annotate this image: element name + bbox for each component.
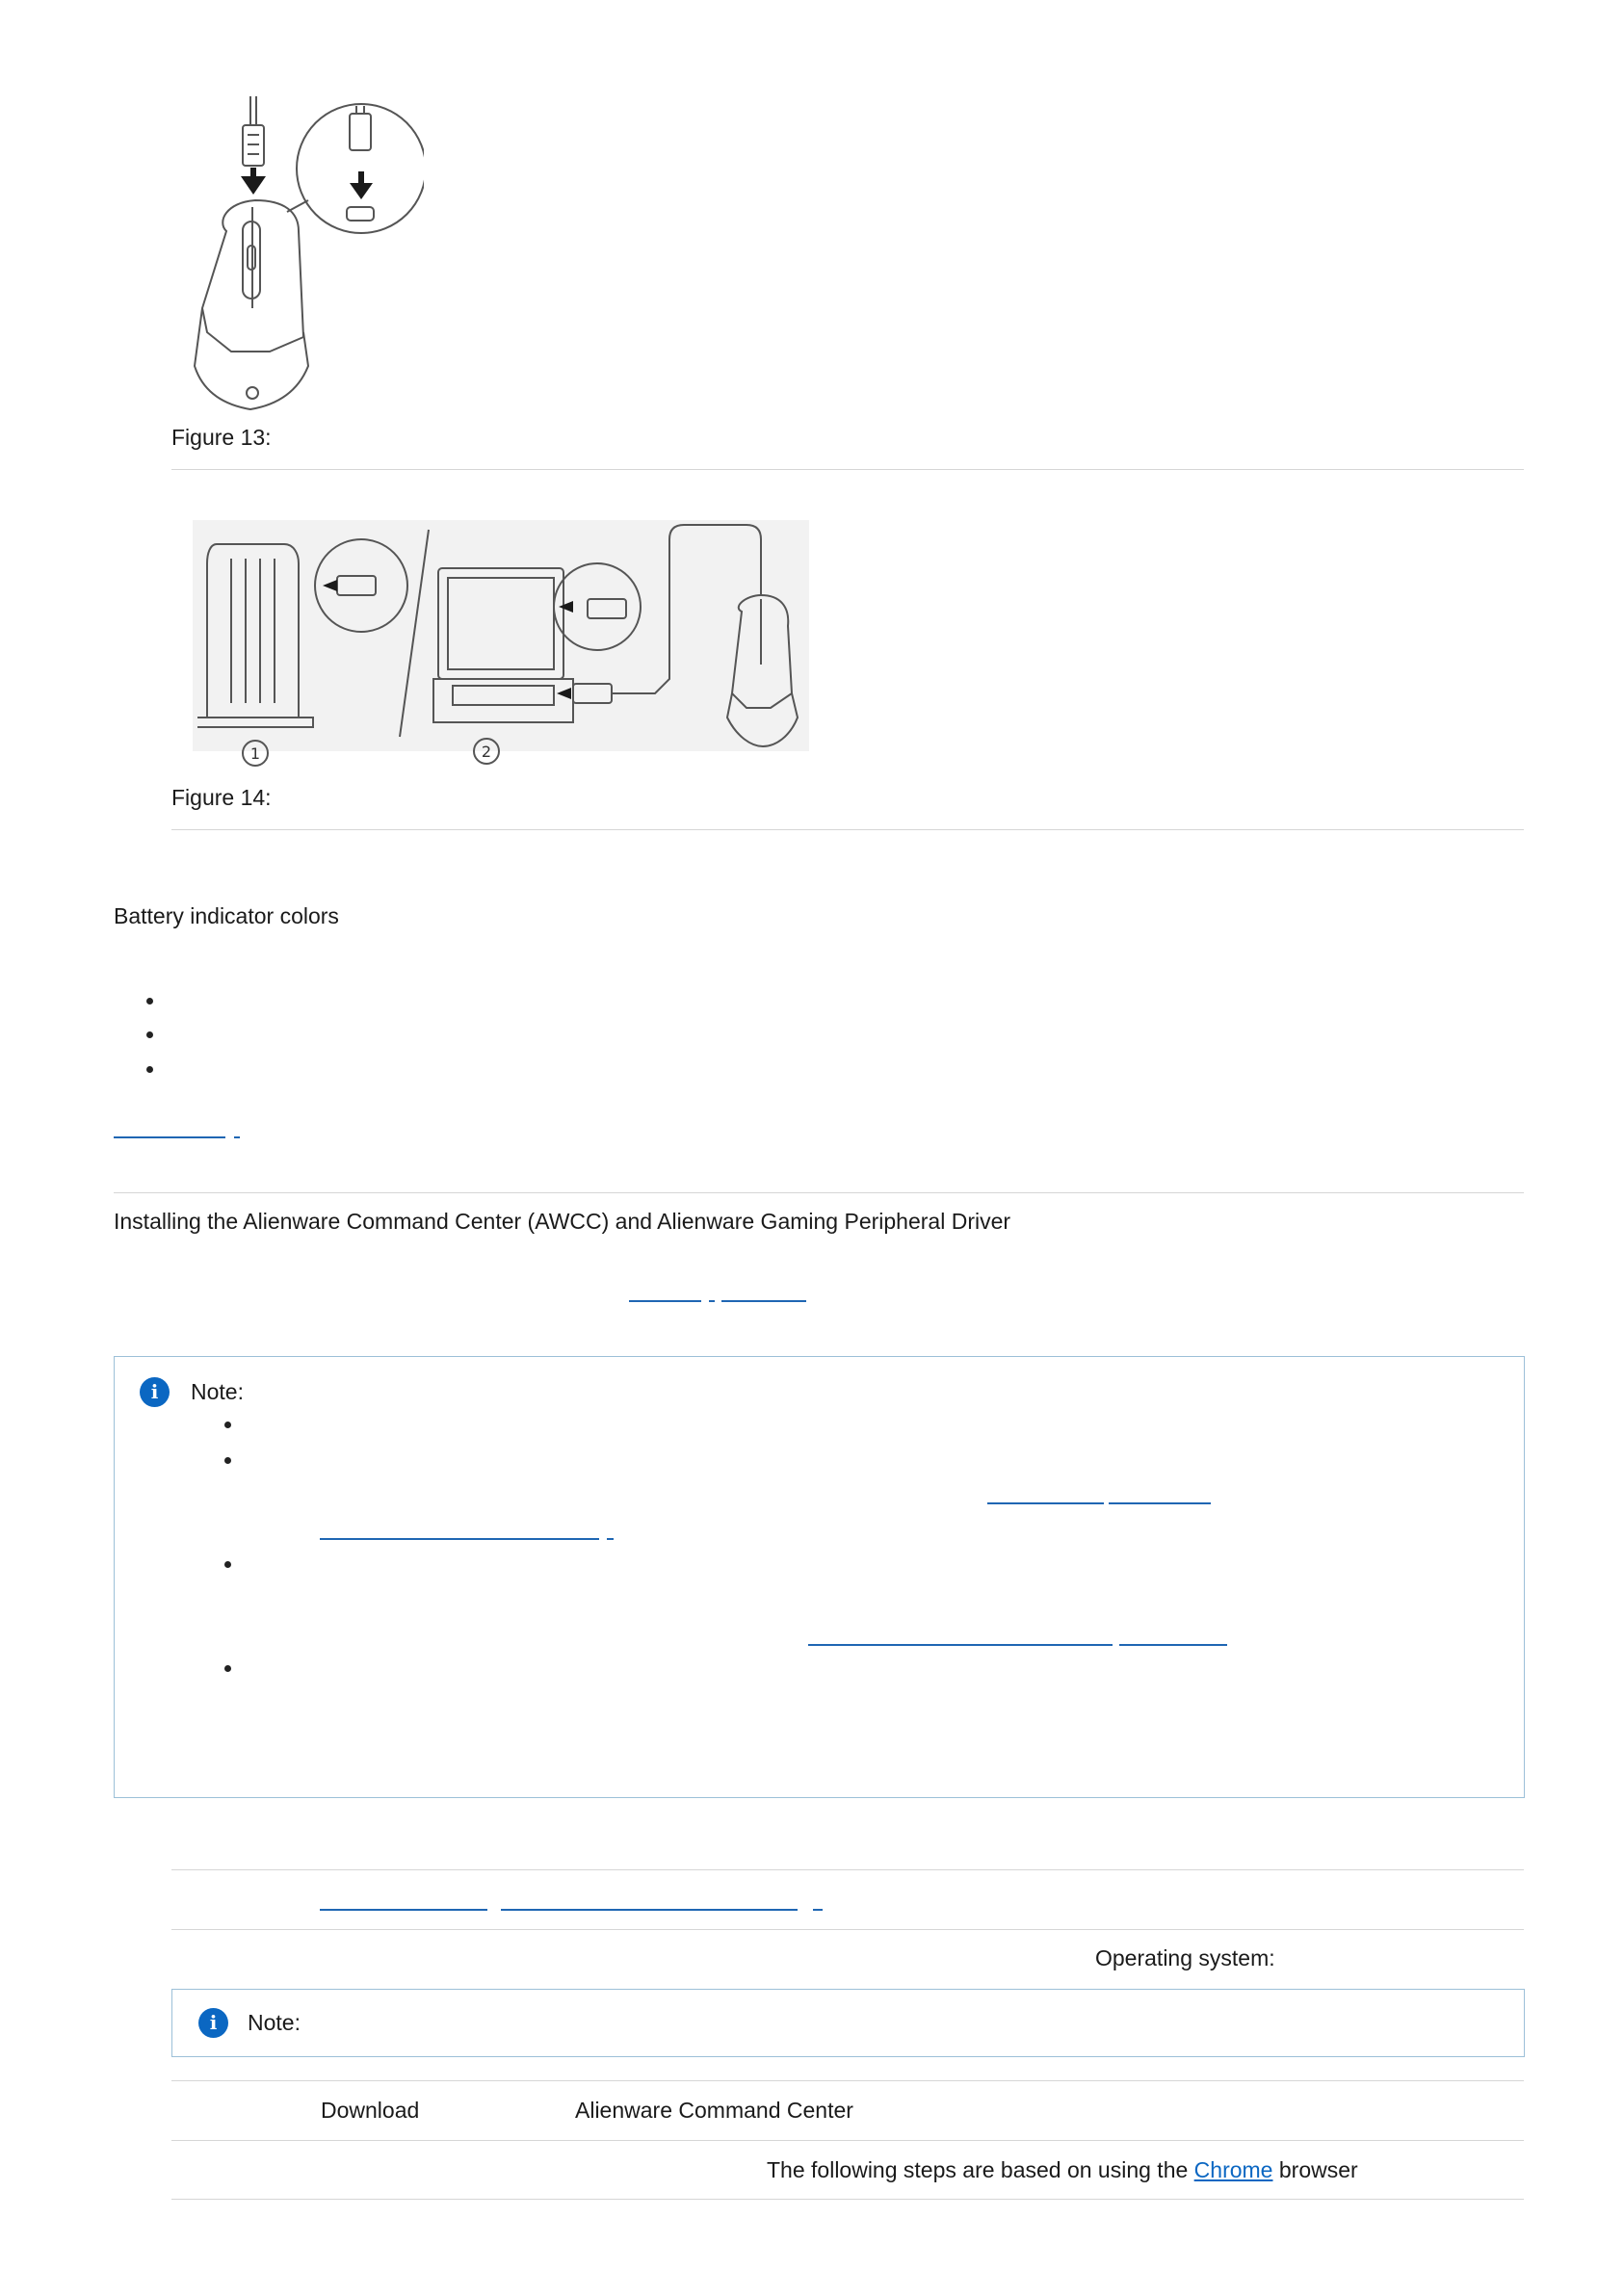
- link-underline[interactable]: [721, 1300, 806, 1302]
- link-underline[interactable]: [320, 1538, 599, 1540]
- bullet: [224, 1561, 231, 1568]
- divider: [114, 1192, 1524, 1193]
- info-icon: i: [140, 1377, 170, 1407]
- link-underline[interactable]: [1119, 1644, 1227, 1646]
- figure-14-image: [193, 520, 809, 770]
- bullet: [146, 1031, 153, 1038]
- divider: [171, 469, 1524, 470]
- link-underline[interactable]: [607, 1538, 614, 1540]
- download-label: Download: [321, 2098, 420, 2123]
- link-underline[interactable]: [629, 1300, 701, 1302]
- section-heading-awcc: Installing the Alienware Command Center (AWCC) and Alienware Gaming Peripheral Driver: [114, 1209, 1011, 1234]
- steps-note: [767, 2156, 1358, 2183]
- link-underline[interactable]: [1109, 1502, 1211, 1504]
- divider: [171, 2199, 1524, 2200]
- figure-14-marker-1: 1: [249, 744, 261, 763]
- link-underline[interactable]: [114, 1136, 225, 1138]
- info-icon: i: [198, 2008, 228, 2038]
- os-label: Operating system:: [1095, 1945, 1275, 1970]
- download-product: Alienware Command Center: [575, 2098, 853, 2123]
- note-label: Note:: [248, 2010, 301, 2035]
- note-box: [114, 1356, 1525, 1798]
- link-underline[interactable]: [709, 1300, 715, 1302]
- chrome-link[interactable]: Chrome: [1193, 2157, 1273, 2182]
- divider: [171, 2140, 1524, 2141]
- link-underline[interactable]: [813, 1909, 823, 1911]
- link-underline[interactable]: [234, 1136, 240, 1138]
- note-box: [171, 1989, 1525, 2057]
- section-heading-battery: Battery indicator colors: [114, 903, 339, 928]
- link-underline[interactable]: [501, 1909, 798, 1911]
- divider: [171, 1929, 1524, 1930]
- bullet: [224, 1457, 231, 1464]
- note-label: Note:: [191, 1379, 244, 1404]
- steps-suffix: browser: [1272, 2157, 1358, 2182]
- figure-14-caption: Figure 14:: [171, 785, 272, 810]
- figure-14-marker-2: 2: [481, 743, 492, 761]
- bullet: [146, 1066, 153, 1073]
- bullet: [146, 998, 153, 1004]
- link-underline[interactable]: [320, 1909, 487, 1911]
- bullet: [224, 1422, 231, 1428]
- figure-13-caption: Figure 13:: [171, 425, 272, 450]
- figure-13-image: [173, 87, 424, 414]
- divider: [171, 1869, 1524, 1870]
- steps-prefix: The following steps are based on using the: [767, 2157, 1194, 2182]
- link-underline[interactable]: [987, 1502, 1104, 1504]
- bullet: [224, 1665, 231, 1672]
- divider: [171, 2080, 1524, 2081]
- divider: [171, 829, 1524, 830]
- link-underline[interactable]: [808, 1644, 1113, 1646]
